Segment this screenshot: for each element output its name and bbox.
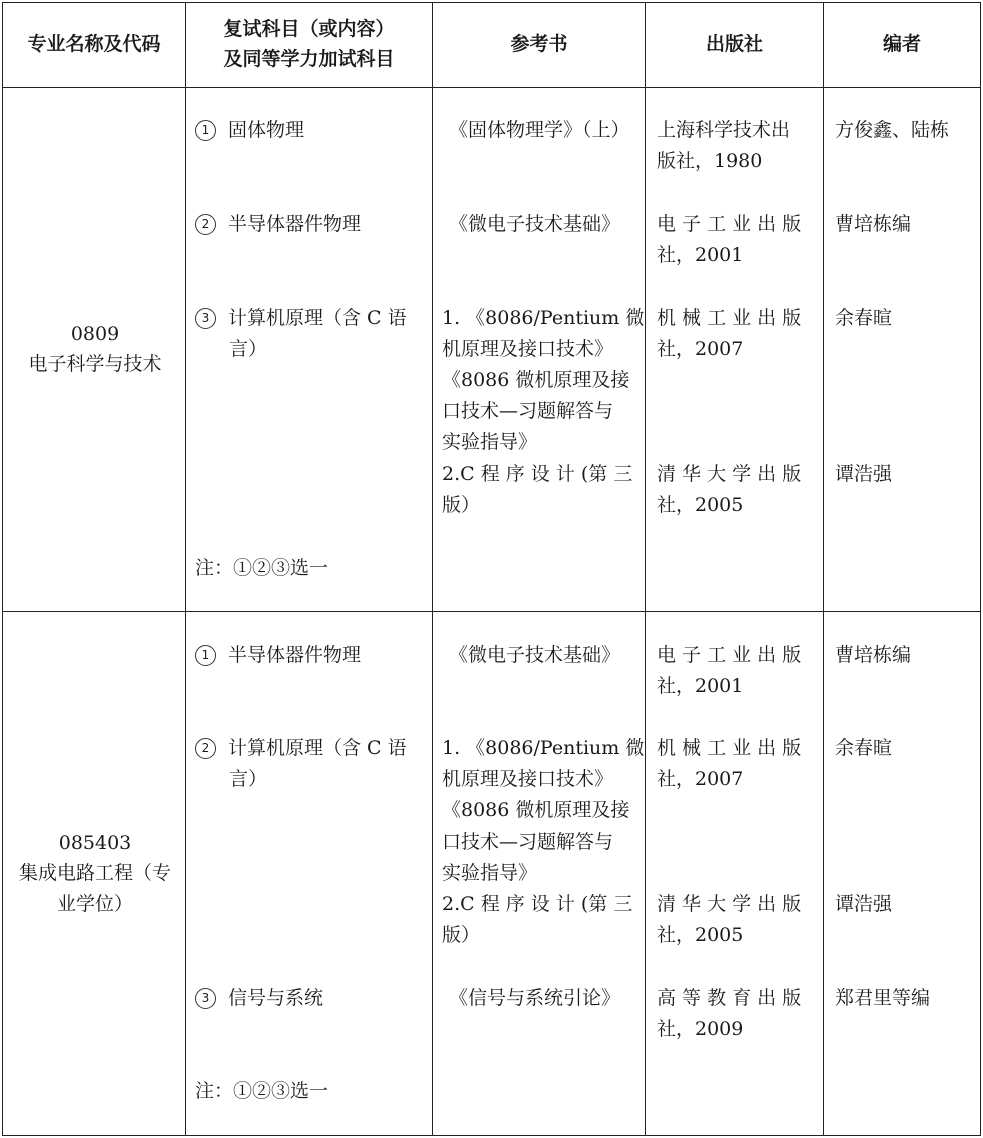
book-title: 《信号与系统引论》: [449, 987, 621, 1009]
selection-note: 注：①②③选一: [195, 1080, 329, 1102]
major-name: 电子科学与技术: [28, 353, 162, 375]
publisher: 社，2009: [657, 1018, 744, 1040]
major-name-cont: 业学位）: [56, 893, 133, 915]
header-subject-line1: 复试科目（或内容）: [223, 18, 395, 40]
header-editor: 编者: [882, 33, 921, 55]
subject-item: [195, 115, 304, 146]
subject-item: [195, 640, 361, 671]
header-reference-book: 参考书: [510, 33, 568, 55]
editor: 余春暄: [835, 307, 893, 329]
book-title: 版）: [442, 924, 481, 946]
book-title: 实验指导》: [442, 862, 538, 884]
subject-name: 半导体器件物理: [228, 213, 362, 235]
row-divider: [2, 611, 980, 612]
subject-name: 半导体器件物理: [228, 644, 362, 666]
column-divider: [432, 2, 433, 1136]
book-title: 《微电子技术基础》: [449, 644, 621, 666]
book-title: 《8086 微机原理及接: [442, 799, 630, 821]
publisher: 清 华 大 学 出 版: [657, 893, 802, 915]
book-title: 口技术—习题解答与: [442, 831, 614, 853]
publisher: 机 械 工 业 出 版: [657, 737, 802, 759]
editor: 郑君里等编: [835, 987, 931, 1009]
editor: 方俊鑫、陆栋: [835, 119, 950, 141]
subject-name: 计算机原理（含 C 语: [228, 307, 407, 329]
major-name: 集成电路工程（专: [18, 862, 171, 884]
publisher: 电 子 工 业 出 版: [657, 213, 802, 235]
publisher: 高 等 教 育 出 版: [657, 987, 802, 1009]
book-title: 实验指导》: [442, 431, 538, 453]
circled-number: 1: [195, 120, 216, 141]
circled-number: 3: [195, 988, 216, 1009]
book-title: 1. 《8086/Pentium 微: [442, 737, 645, 759]
subject-name: 固体物理: [228, 119, 305, 141]
header-subject-line2: 及同等学力加试科目: [223, 48, 395, 70]
publisher: 机 械 工 业 出 版: [657, 307, 802, 329]
publisher: 电 子 工 业 出 版: [657, 644, 802, 666]
major-code: 0809: [70, 323, 120, 345]
publisher: 社，2001: [657, 675, 744, 697]
book-title: 版）: [442, 494, 481, 516]
publisher: 清 华 大 学 出 版: [657, 463, 802, 485]
subject-item: [195, 733, 407, 764]
book-title: 2.C 程 序 设 计 (第 三: [442, 893, 633, 915]
publisher: 社，2005: [657, 924, 744, 946]
table-border-right: [980, 2, 981, 1136]
publisher: 社，2007: [657, 768, 744, 790]
book-title: 机原理及接口技术》: [442, 768, 614, 790]
editor: 曹培栋编: [835, 213, 912, 235]
editor: 曹培栋编: [835, 644, 912, 666]
publisher: 上海科学技术出: [657, 119, 791, 141]
column-divider: [823, 2, 824, 1136]
publisher: 版社，1980: [657, 150, 763, 172]
subject-name: 信号与系统: [228, 987, 324, 1009]
book-title: 2.C 程 序 设 计 (第 三: [442, 463, 633, 485]
major-code: 085403: [58, 832, 132, 854]
circled-number: 1: [195, 645, 216, 666]
subject-item: [195, 983, 323, 1014]
editor: 余春暄: [835, 737, 893, 759]
book-title: 《固体物理学》（上）: [449, 119, 630, 141]
book-title: 《微电子技术基础》: [449, 213, 621, 235]
table-border-bottom: [2, 1135, 980, 1136]
book-title: 1. 《8086/Pentium 微: [442, 307, 645, 329]
table-border-left: [2, 2, 3, 1136]
publisher: 社，2007: [657, 338, 744, 360]
book-title: 口技术—习题解答与: [442, 400, 614, 422]
header-publisher: 出版社: [705, 33, 763, 55]
circled-number: 2: [195, 214, 216, 235]
selection-note: 注：①②③选一: [195, 557, 329, 579]
circled-number: 3: [195, 308, 216, 329]
book-title: 《8086 微机原理及接: [442, 369, 630, 391]
publisher: 社，2001: [657, 244, 744, 266]
book-title: 机原理及接口技术》: [442, 338, 614, 360]
header-divider: [2, 87, 980, 88]
column-divider: [185, 2, 186, 1136]
subject-name-cont: 言）: [229, 338, 268, 360]
subject-name: 计算机原理（含 C 语: [228, 737, 407, 759]
column-divider: [645, 2, 646, 1136]
editor: 谭浩强: [835, 463, 893, 485]
table-border-top: [2, 2, 980, 3]
subject-item: [195, 209, 361, 240]
publisher: 社，2005: [657, 494, 744, 516]
circled-number: 2: [195, 738, 216, 759]
subject-item: [195, 303, 407, 334]
editor: 谭浩强: [835, 893, 893, 915]
header-major: 专业名称及代码: [27, 33, 161, 55]
subject-name-cont: 言）: [229, 768, 268, 790]
